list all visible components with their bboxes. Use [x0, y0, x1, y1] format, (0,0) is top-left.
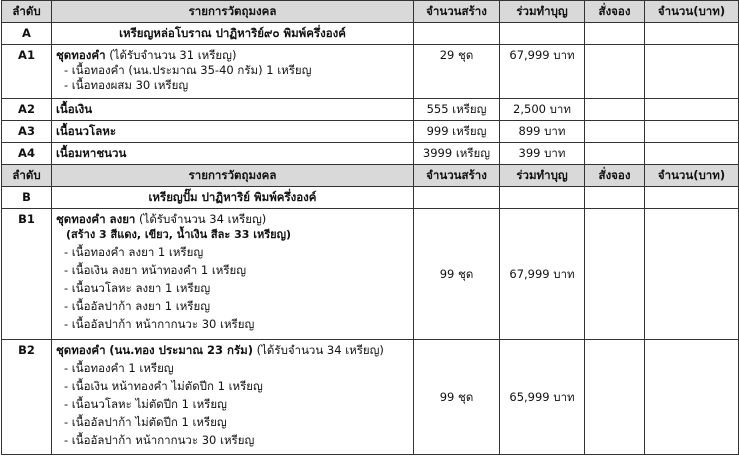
amount-cell[interactable]: [645, 209, 739, 340]
order-cell[interactable]: [585, 340, 645, 455]
item-title: ชุดทองคำ: [56, 48, 106, 62]
table-row: [2, 209, 739, 340]
header-col-made: จำนวนสร้าง: [414, 165, 500, 187]
item-title: เนื้อมหาชนวน: [52, 143, 414, 165]
qty-cell: 3999 เหรียญ: [414, 143, 500, 165]
qty-cell: 99 ชุด: [414, 340, 500, 455]
item-cell: [52, 340, 414, 455]
item-subnote: (สร้าง 3 สีแดง, เขียว, น้ำเงิน สีละ 33 เหรียญ): [66, 228, 292, 241]
header-col-item: รายการวัตถุมงคล: [52, 165, 414, 187]
item-cell: [52, 209, 414, 340]
amount-cell[interactable]: [645, 143, 739, 165]
header-col-made: จำนวนสร้าง: [414, 1, 500, 23]
header-col-amount: จำนวน(บาท): [645, 1, 739, 23]
header-col-order: สั่งจอง: [585, 1, 645, 23]
price-cell: 2,500 บาท: [500, 99, 585, 121]
item-detail: - เนื้อนวโลหะ ไม่ตัดปีก 1 เหรียญ: [64, 397, 227, 411]
table-row: [2, 99, 739, 121]
section-title: เหรียญปั๊ม ปาฏิหาริย์ พิมพ์ครึ่งองค์: [52, 187, 414, 209]
row-code: A2: [2, 99, 52, 121]
item-note: (ได้รับจำนวน 34 เหรียญ): [139, 212, 267, 226]
header-row: [2, 1, 739, 23]
item-note: (ได้รับจำนวน 31 เหรียญ): [109, 48, 237, 62]
item-detail: - เนื้ออัลปาก้า หน้ากากนวะ 30 เหรียญ: [64, 317, 255, 331]
row-code: A4: [2, 143, 52, 165]
item-detail: - เนื้ออัลปาก้า ลงยา 1 เหรียญ: [64, 299, 211, 313]
amount-cell[interactable]: [645, 121, 739, 143]
item-title: ชุดทองคำ: [56, 343, 106, 357]
item-detail: - เนื้อเงิน ลงยา หน้าทองคำ 1 เหรียญ: [64, 263, 247, 277]
price-cell: 399 บาท: [500, 143, 585, 165]
item-detail: - เนื้อทองคำ 1 เหรียญ: [64, 361, 174, 375]
item-detail: - เนื้อทองผสม 30 เหรียญ: [64, 78, 189, 92]
amount-cell[interactable]: [645, 45, 739, 99]
amount-cell[interactable]: [645, 99, 739, 121]
item-detail: - เนื้อทองคำ ลงยา 1 เหรียญ: [64, 245, 204, 259]
section-code: B: [2, 187, 52, 209]
row-code: B2: [2, 340, 52, 455]
price-cell: 65,999 บาท: [500, 340, 585, 455]
table-row: [2, 143, 739, 165]
order-cell[interactable]: [585, 99, 645, 121]
item-detail: - เนื้อนวโลหะ ลงยา 1 เหรียญ: [64, 281, 211, 295]
item-cell: [52, 45, 414, 99]
header-col-no: ลำดับ: [2, 1, 52, 23]
header-col-donate: ร่วมทำบุญ: [500, 165, 585, 187]
item-detail: - เนื้อเงิน หน้าทองคำ ไม่ตัดปีก 1 เหรียญ: [64, 379, 263, 393]
section-title: เหรียญหล่อโบราณ ปาฏิหาริย์๙๐ พิมพ์ครึ่งองค์: [52, 23, 414, 45]
section-a-row: [2, 23, 739, 45]
header-col-no: ลำดับ: [2, 165, 52, 187]
row-code: A3: [2, 121, 52, 143]
item-title: เนื้อเงิน: [52, 99, 414, 121]
header-col-amount: จำนวน(บาท): [645, 165, 739, 187]
qty-cell: 29 ชุด: [414, 45, 500, 99]
item-title: ชุดทองคำ ลงยา: [56, 212, 136, 226]
price-cell: 67,999 บาท: [500, 45, 585, 99]
table-row: [2, 121, 739, 143]
row-code: A1: [2, 45, 52, 99]
row-code: B1: [2, 209, 52, 340]
order-table: [1, 0, 739, 455]
order-cell[interactable]: [585, 45, 645, 99]
header-col-item: รายการวัตถุมงคล: [52, 1, 414, 23]
table-row: [2, 340, 739, 455]
amount-cell[interactable]: [645, 340, 739, 455]
section-code: A: [2, 23, 52, 45]
item-title: เนื้อนวโลหะ: [52, 121, 414, 143]
table-row: [2, 45, 739, 99]
item-detail: - เนื้อทองคำ (นน.ประมาณ 35-40 กรัม) 1 เหรียญ: [64, 63, 312, 77]
item-detail: - เนื้ออัลปาก้า หน้ากากนวะ 30 เหรียญ: [64, 433, 255, 447]
item-detail: - เนื้ออัลปาก้า ไม่ตัดปีก 1 เหรียญ: [64, 415, 227, 429]
price-cell: 899 บาท: [500, 121, 585, 143]
order-cell[interactable]: [585, 143, 645, 165]
header-col-donate: ร่วมทำบุญ: [500, 1, 585, 23]
section-b-row: [2, 187, 739, 209]
header-row: [2, 165, 739, 187]
item-note: (ได้รับจำนวน 34 เหรียญ): [256, 343, 384, 357]
qty-cell: 99 ชุด: [414, 209, 500, 340]
order-cell[interactable]: [585, 121, 645, 143]
qty-cell: 999 เหรียญ: [414, 121, 500, 143]
price-cell: 67,999 บาท: [500, 209, 585, 340]
order-cell[interactable]: [585, 209, 645, 340]
header-col-order: สั่งจอง: [585, 165, 645, 187]
qty-cell: 555 เหรียญ: [414, 99, 500, 121]
item-boldnote: (นน.ทอง ประมาณ 23 กรัม): [109, 343, 253, 357]
